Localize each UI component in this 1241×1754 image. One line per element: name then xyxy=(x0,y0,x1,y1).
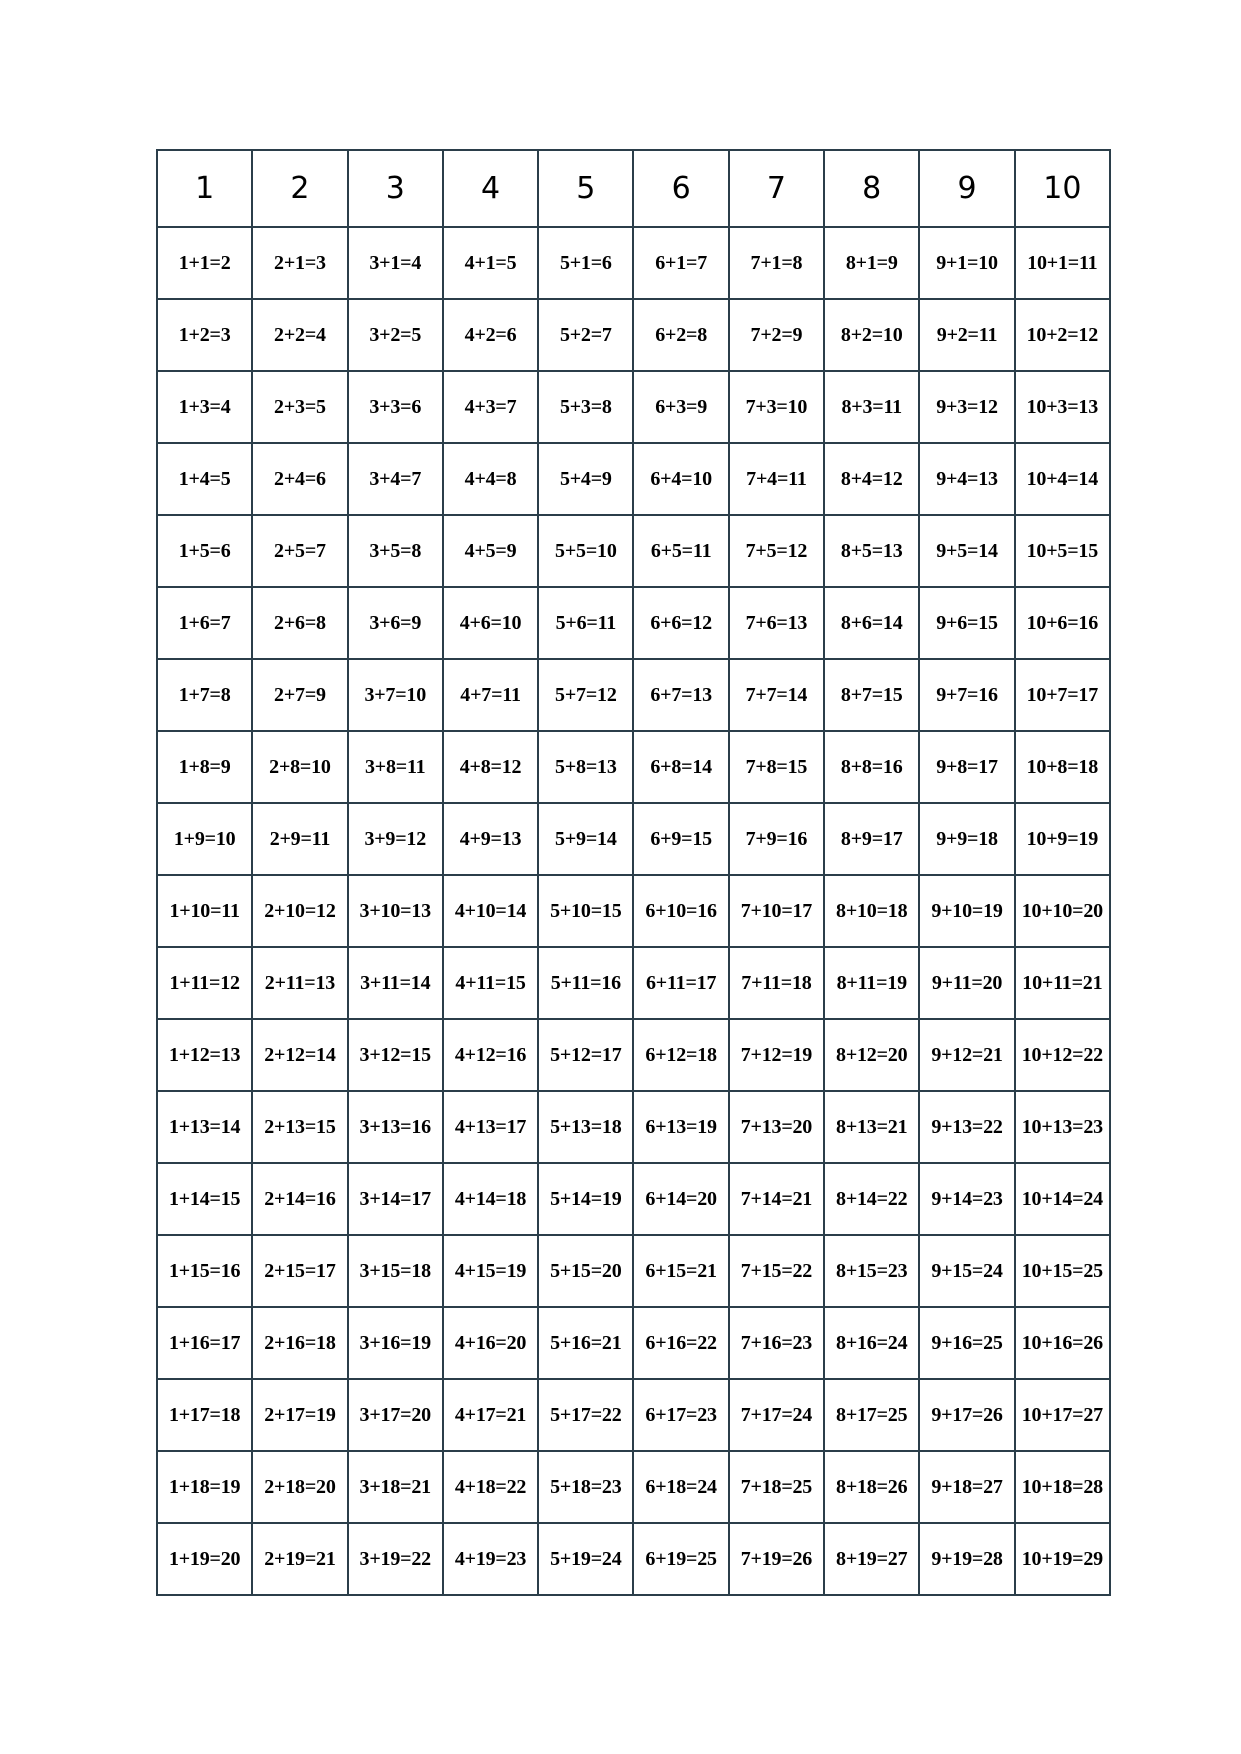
equation-cell: 6+14=20 xyxy=(633,1163,728,1235)
table-row xyxy=(157,659,1110,731)
column-header: 7 xyxy=(729,150,824,227)
equation-cell: 8+17=25 xyxy=(824,1379,919,1451)
equation-cell: 2+18=20 xyxy=(252,1451,347,1523)
equation-cell: 4+14=18 xyxy=(443,1163,538,1235)
equation-cell: 3+13=16 xyxy=(348,1091,443,1163)
column-header: 9 xyxy=(919,150,1014,227)
equation-cell: 4+1=5 xyxy=(443,227,538,299)
equation-cell: 5+1=6 xyxy=(538,227,633,299)
equation-cell: 8+5=13 xyxy=(824,515,919,587)
equation-cell: 7+11=18 xyxy=(729,947,824,1019)
equation-cell: 4+10=14 xyxy=(443,875,538,947)
equation-cell: 5+17=22 xyxy=(538,1379,633,1451)
equation-cell: 9+8=17 xyxy=(919,731,1014,803)
equation-cell: 7+5=12 xyxy=(729,515,824,587)
equation-cell: 4+15=19 xyxy=(443,1235,538,1307)
equation-cell: 4+4=8 xyxy=(443,443,538,515)
equation-cell: 7+9=16 xyxy=(729,803,824,875)
equation-cell: 1+6=7 xyxy=(157,587,252,659)
equation-cell: 10+7=17 xyxy=(1015,659,1110,731)
table-row xyxy=(157,947,1110,1019)
equation-cell: 3+7=10 xyxy=(348,659,443,731)
equation-cell: 6+6=12 xyxy=(633,587,728,659)
equation-cell: 3+4=7 xyxy=(348,443,443,515)
equation-cell: 4+11=15 xyxy=(443,947,538,1019)
equation-cell: 3+18=21 xyxy=(348,1451,443,1523)
equation-cell: 5+11=16 xyxy=(538,947,633,1019)
equation-cell: 5+4=9 xyxy=(538,443,633,515)
table-row xyxy=(157,1307,1110,1379)
addition-table xyxy=(156,149,1111,1596)
equation-cell: 7+17=24 xyxy=(729,1379,824,1451)
table-row xyxy=(157,875,1110,947)
equation-cell: 10+9=19 xyxy=(1015,803,1110,875)
equation-cell: 9+7=16 xyxy=(919,659,1014,731)
equation-cell: 3+2=5 xyxy=(348,299,443,371)
table-row xyxy=(157,443,1110,515)
table-row xyxy=(157,1091,1110,1163)
equation-cell: 5+8=13 xyxy=(538,731,633,803)
equation-cell: 8+13=21 xyxy=(824,1091,919,1163)
equation-cell: 6+12=18 xyxy=(633,1019,728,1091)
equation-cell: 6+11=17 xyxy=(633,947,728,1019)
table-row xyxy=(157,1523,1110,1595)
equation-cell: 3+12=15 xyxy=(348,1019,443,1091)
equation-cell: 6+13=19 xyxy=(633,1091,728,1163)
equation-cell: 7+13=20 xyxy=(729,1091,824,1163)
column-header: 1 xyxy=(157,150,252,227)
equation-cell: 4+2=6 xyxy=(443,299,538,371)
table-row xyxy=(157,731,1110,803)
equation-cell: 10+10=20 xyxy=(1015,875,1110,947)
equation-cell: 1+11=12 xyxy=(157,947,252,1019)
equation-cell: 3+1=4 xyxy=(348,227,443,299)
column-header: 6 xyxy=(633,150,728,227)
equation-cell: 2+9=11 xyxy=(252,803,347,875)
column-header: 3 xyxy=(348,150,443,227)
table-row xyxy=(157,803,1110,875)
equation-cell: 2+7=9 xyxy=(252,659,347,731)
equation-cell: 1+16=17 xyxy=(157,1307,252,1379)
equation-cell: 4+8=12 xyxy=(443,731,538,803)
equation-cell: 1+15=16 xyxy=(157,1235,252,1307)
equation-cell: 10+12=22 xyxy=(1015,1019,1110,1091)
equation-cell: 5+18=23 xyxy=(538,1451,633,1523)
equation-cell: 4+12=16 xyxy=(443,1019,538,1091)
equation-cell: 6+19=25 xyxy=(633,1523,728,1595)
equation-cell: 3+14=17 xyxy=(348,1163,443,1235)
equation-cell: 5+3=8 xyxy=(538,371,633,443)
equation-cell: 5+5=10 xyxy=(538,515,633,587)
column-header: 10 xyxy=(1015,150,1110,227)
equation-cell: 10+6=16 xyxy=(1015,587,1110,659)
equation-cell: 2+5=7 xyxy=(252,515,347,587)
equation-cell: 8+3=11 xyxy=(824,371,919,443)
equation-cell: 4+7=11 xyxy=(443,659,538,731)
equation-cell: 9+5=14 xyxy=(919,515,1014,587)
equation-cell: 10+5=15 xyxy=(1015,515,1110,587)
equation-cell: 9+10=19 xyxy=(919,875,1014,947)
equation-cell: 1+8=9 xyxy=(157,731,252,803)
equation-cell: 1+2=3 xyxy=(157,299,252,371)
table-row xyxy=(157,1163,1110,1235)
equation-cell: 10+14=24 xyxy=(1015,1163,1110,1235)
equation-cell: 5+19=24 xyxy=(538,1523,633,1595)
equation-cell: 7+2=9 xyxy=(729,299,824,371)
equation-cell: 4+16=20 xyxy=(443,1307,538,1379)
equation-cell: 3+19=22 xyxy=(348,1523,443,1595)
equation-cell: 8+1=9 xyxy=(824,227,919,299)
equation-cell: 2+1=3 xyxy=(252,227,347,299)
equation-cell: 9+17=26 xyxy=(919,1379,1014,1451)
equation-cell: 6+1=7 xyxy=(633,227,728,299)
equation-cell: 5+9=14 xyxy=(538,803,633,875)
equation-cell: 5+7=12 xyxy=(538,659,633,731)
equation-cell: 1+12=13 xyxy=(157,1019,252,1091)
equation-cell: 8+16=24 xyxy=(824,1307,919,1379)
equation-cell: 4+3=7 xyxy=(443,371,538,443)
equation-cell: 2+19=21 xyxy=(252,1523,347,1595)
table-row xyxy=(157,227,1110,299)
equation-cell: 10+2=12 xyxy=(1015,299,1110,371)
equation-cell: 10+1=11 xyxy=(1015,227,1110,299)
equation-cell: 9+1=10 xyxy=(919,227,1014,299)
equation-cell: 9+14=23 xyxy=(919,1163,1014,1235)
equation-cell: 1+17=18 xyxy=(157,1379,252,1451)
equation-cell: 6+4=10 xyxy=(633,443,728,515)
equation-cell: 1+9=10 xyxy=(157,803,252,875)
equation-cell: 8+12=20 xyxy=(824,1019,919,1091)
equation-cell: 4+9=13 xyxy=(443,803,538,875)
equation-cell: 9+6=15 xyxy=(919,587,1014,659)
equation-cell: 8+14=22 xyxy=(824,1163,919,1235)
equation-cell: 9+13=22 xyxy=(919,1091,1014,1163)
equation-cell: 2+4=6 xyxy=(252,443,347,515)
equation-cell: 2+13=15 xyxy=(252,1091,347,1163)
table-row xyxy=(157,587,1110,659)
column-header: 5 xyxy=(538,150,633,227)
equation-cell: 6+15=21 xyxy=(633,1235,728,1307)
equation-cell: 7+19=26 xyxy=(729,1523,824,1595)
equation-cell: 10+11=21 xyxy=(1015,947,1110,1019)
equation-cell: 4+13=17 xyxy=(443,1091,538,1163)
equation-cell: 8+15=23 xyxy=(824,1235,919,1307)
equation-cell: 2+6=8 xyxy=(252,587,347,659)
table-row xyxy=(157,1379,1110,1451)
equation-cell: 1+10=11 xyxy=(157,875,252,947)
equation-cell: 4+17=21 xyxy=(443,1379,538,1451)
equation-cell: 4+5=9 xyxy=(443,515,538,587)
equation-cell: 10+17=27 xyxy=(1015,1379,1110,1451)
equation-cell: 5+15=20 xyxy=(538,1235,633,1307)
equation-cell: 7+15=22 xyxy=(729,1235,824,1307)
equation-cell: 2+2=4 xyxy=(252,299,347,371)
equation-cell: 10+3=13 xyxy=(1015,371,1110,443)
equation-cell: 5+16=21 xyxy=(538,1307,633,1379)
equation-cell: 1+1=2 xyxy=(157,227,252,299)
equation-cell: 4+18=22 xyxy=(443,1451,538,1523)
equation-cell: 9+19=28 xyxy=(919,1523,1014,1595)
equation-cell: 8+10=18 xyxy=(824,875,919,947)
equation-cell: 7+1=8 xyxy=(729,227,824,299)
table-row xyxy=(157,371,1110,443)
equation-cell: 9+9=18 xyxy=(919,803,1014,875)
equation-cell: 7+10=17 xyxy=(729,875,824,947)
equation-cell: 8+7=15 xyxy=(824,659,919,731)
equation-cell: 7+4=11 xyxy=(729,443,824,515)
equation-cell: 3+3=6 xyxy=(348,371,443,443)
equation-cell: 10+13=23 xyxy=(1015,1091,1110,1163)
equation-cell: 9+15=24 xyxy=(919,1235,1014,1307)
equation-cell: 8+18=26 xyxy=(824,1451,919,1523)
equation-cell: 5+13=18 xyxy=(538,1091,633,1163)
table-row xyxy=(157,1019,1110,1091)
equation-cell: 2+14=16 xyxy=(252,1163,347,1235)
equation-cell: 7+12=19 xyxy=(729,1019,824,1091)
equation-cell: 2+12=14 xyxy=(252,1019,347,1091)
equation-cell: 9+3=12 xyxy=(919,371,1014,443)
equation-cell: 7+8=15 xyxy=(729,731,824,803)
equation-cell: 10+15=25 xyxy=(1015,1235,1110,1307)
equation-cell: 2+3=5 xyxy=(252,371,347,443)
equation-cell: 7+16=23 xyxy=(729,1307,824,1379)
equation-cell: 9+16=25 xyxy=(919,1307,1014,1379)
equation-cell: 5+6=11 xyxy=(538,587,633,659)
equation-cell: 2+15=17 xyxy=(252,1235,347,1307)
equation-cell: 3+16=19 xyxy=(348,1307,443,1379)
equation-cell: 1+18=19 xyxy=(157,1451,252,1523)
table-row xyxy=(157,1235,1110,1307)
column-header: 4 xyxy=(443,150,538,227)
equation-cell: 1+5=6 xyxy=(157,515,252,587)
equation-cell: 8+6=14 xyxy=(824,587,919,659)
equation-cell: 5+10=15 xyxy=(538,875,633,947)
equation-cell: 6+17=23 xyxy=(633,1379,728,1451)
equation-cell: 6+3=9 xyxy=(633,371,728,443)
equation-cell: 10+4=14 xyxy=(1015,443,1110,515)
equation-cell: 2+8=10 xyxy=(252,731,347,803)
equation-cell: 8+11=19 xyxy=(824,947,919,1019)
equation-cell: 7+7=14 xyxy=(729,659,824,731)
equation-cell: 2+11=13 xyxy=(252,947,347,1019)
equation-cell: 6+8=14 xyxy=(633,731,728,803)
equation-cell: 8+9=17 xyxy=(824,803,919,875)
equation-cell: 3+8=11 xyxy=(348,731,443,803)
equation-cell: 7+6=13 xyxy=(729,587,824,659)
equation-cell: 9+12=21 xyxy=(919,1019,1014,1091)
equation-cell: 9+2=11 xyxy=(919,299,1014,371)
equation-cell: 3+11=14 xyxy=(348,947,443,1019)
equation-cell: 3+10=13 xyxy=(348,875,443,947)
equation-cell: 1+3=4 xyxy=(157,371,252,443)
equation-cell: 4+6=10 xyxy=(443,587,538,659)
equation-cell: 6+7=13 xyxy=(633,659,728,731)
equation-cell: 2+17=19 xyxy=(252,1379,347,1451)
equation-cell: 1+13=14 xyxy=(157,1091,252,1163)
equation-cell: 10+18=28 xyxy=(1015,1451,1110,1523)
equation-cell: 9+11=20 xyxy=(919,947,1014,1019)
header-row xyxy=(157,150,1110,227)
equation-cell: 10+16=26 xyxy=(1015,1307,1110,1379)
equation-cell: 8+4=12 xyxy=(824,443,919,515)
equation-cell: 8+19=27 xyxy=(824,1523,919,1595)
equation-cell: 3+5=8 xyxy=(348,515,443,587)
equation-cell: 6+10=16 xyxy=(633,875,728,947)
table-row xyxy=(157,1451,1110,1523)
equation-cell: 3+15=18 xyxy=(348,1235,443,1307)
equation-cell: 10+8=18 xyxy=(1015,731,1110,803)
equation-cell: 6+9=15 xyxy=(633,803,728,875)
equation-cell: 1+14=15 xyxy=(157,1163,252,1235)
table-row xyxy=(157,515,1110,587)
equation-cell: 6+5=11 xyxy=(633,515,728,587)
equation-cell: 7+14=21 xyxy=(729,1163,824,1235)
equation-cell: 5+2=7 xyxy=(538,299,633,371)
equation-cell: 6+2=8 xyxy=(633,299,728,371)
equation-cell: 3+9=12 xyxy=(348,803,443,875)
equation-cell: 6+18=24 xyxy=(633,1451,728,1523)
table-row xyxy=(157,299,1110,371)
equation-cell: 4+19=23 xyxy=(443,1523,538,1595)
equation-cell: 7+18=25 xyxy=(729,1451,824,1523)
equation-cell: 5+12=17 xyxy=(538,1019,633,1091)
equation-cell: 5+14=19 xyxy=(538,1163,633,1235)
equation-cell: 9+18=27 xyxy=(919,1451,1014,1523)
equation-cell: 8+2=10 xyxy=(824,299,919,371)
equation-cell: 3+17=20 xyxy=(348,1379,443,1451)
equation-cell: 6+16=22 xyxy=(633,1307,728,1379)
equation-cell: 10+19=29 xyxy=(1015,1523,1110,1595)
equation-cell: 1+7=8 xyxy=(157,659,252,731)
equation-cell: 8+8=16 xyxy=(824,731,919,803)
equation-cell: 7+3=10 xyxy=(729,371,824,443)
table-body xyxy=(157,227,1110,1595)
column-header: 8 xyxy=(824,150,919,227)
equation-cell: 2+16=18 xyxy=(252,1307,347,1379)
equation-cell: 3+6=9 xyxy=(348,587,443,659)
equation-cell: 1+4=5 xyxy=(157,443,252,515)
column-header: 2 xyxy=(252,150,347,227)
equation-cell: 2+10=12 xyxy=(252,875,347,947)
equation-cell: 9+4=13 xyxy=(919,443,1014,515)
equation-cell: 1+19=20 xyxy=(157,1523,252,1595)
